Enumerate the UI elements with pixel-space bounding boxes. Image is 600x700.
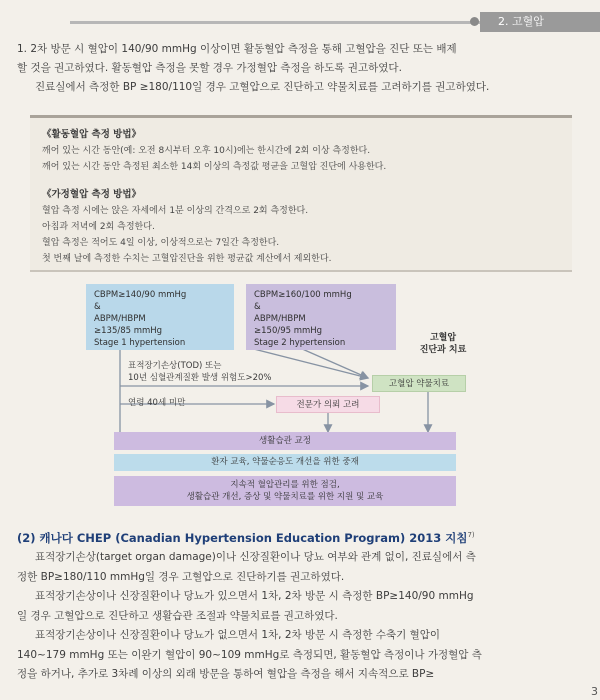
stage2-line: CBPM≥160/100 mmHg [254,290,352,300]
flow-arrow [300,348,368,378]
body-line: 표적장기손상이나 신장질환이나 당뇨가 있으면서 1차, 2차 방문 시 측정한 BP≥140/90 mmHg [35,590,474,602]
stage1-line: ABPM/HBPM [94,314,146,324]
stage1-line: Stage 1 hypertension [94,338,186,348]
lifestyle-bar: 생활습관 교정 [114,432,456,450]
body-line: 일 경우 고혈압으로 진단하고 생활습관 조절과 약물치료를 권고하였다. [17,609,338,622]
abpm-title: 《활동혈압 측정 방법》 [42,129,142,140]
section-tab: 2. 고혈압 [480,12,600,32]
drug-therapy-box: 고혈압 약물치료 [372,375,466,392]
abpm-line: 깨어 있는 시간 동안(예: 오전 8시부터 오후 10시)에는 한시간에 2회 이상 측정한다. [42,146,371,156]
side-label-line: 진단과 치료 [419,345,467,355]
side-label-line: 고혈압 [429,333,457,343]
body-line: 정한 BP≥180/110 mmHg일 경우 고혈압으로 진단하기를 권고하였다. [17,570,345,583]
stage2-line: ≥150/95 mmHg [254,326,323,336]
hbpm-line: 혈압 측정 시에는 앉은 자세에서 1분 이상의 간격으로 2회 측정한다. [42,206,309,216]
body-line: 표적장기손상(target organ damage)이나 신장질환이나 당뇨 여부와 관계 없이, 진료실에서 측 [35,551,476,563]
tod-label-line: 표적장기손상(TOD) 또는 [128,361,222,371]
management-line: 생활습관 개선, 증상 및 약물치료를 위한 지원 및 교육 [186,492,384,502]
education-bar: 환자 교육, 약물순응도 개선을 위한 중재 [114,454,456,471]
stage1-line: & [94,302,101,312]
body-line: 표적장기손상이나 신장질환이나 당뇨가 없으면서 1차, 2차 방문 시 측정한 수축기 혈압이 [35,629,441,641]
section-title-text: (2) 캐나다 CHEP (Canadian Hypertension Education Program) 2013 지침 [17,531,468,545]
hbpm-title: 《가정혈압 측정 방법》 [42,189,142,200]
stage1-line: ≥135/85 mmHg [94,326,163,336]
intro-line: 진료실에서 측정한 BP ≥180/110일 경우 고혈압으로 진단하고 약물치료를 고려하기를 권고하였다. [35,81,490,93]
intro-paragraph [17,40,577,97]
tod-label-line: 10년 심혈관계질환 발생 위험도>20% [128,373,272,383]
age-condition-label: 연령 40세 미만 [128,398,186,408]
stage1-box [86,284,234,350]
abpm-line: 깨어 있는 시간 동안 측정된 최소한 14회 이상의 측정값 평균을 고혈압 진단에 사용한다. [42,162,387,172]
body-line: 정을 하거나, 추가로 3차례 이상의 외래 방문을 통하여 혈압을 측정을 해서 지속적으로 BP≥ [17,668,435,680]
measurement-methods-box [30,115,572,272]
section-title [17,530,475,546]
hbpm-line: 혈압 측정은 적어도 4일 이상, 이상적으로는 7일간 측정한다. [42,238,280,248]
stage2-line: Stage 2 hypertension [254,338,346,348]
header-bullet-icon [470,17,479,26]
stage2-box [246,284,396,350]
footnote-marker: 7) [467,531,475,540]
stage2-line: & [254,302,261,312]
stage2-line: ABPM/HBPM [254,314,306,324]
hbpm-line: 첫 번째 날에 측정한 수치는 고혈압진단을 위한 평균값 계산에서 제외한다. [42,254,332,264]
tod-condition-label [128,360,271,384]
page-number: 3 [591,685,598,698]
management-line: 지속적 혈압관리를 위한 점검, [230,480,340,490]
intro-line: 1. 2차 방문 시 혈압이 140/90 mmHg 이상이면 활동혈압 측정을 통해 고혈압을 진단 또는 배제 [17,43,457,55]
stage1-line: CBPM≥140/90 mmHg [94,290,187,300]
diagnosis-treatment-label [398,332,488,356]
hbpm-line: 아침과 저녁에 2회 측정한다. [42,222,155,232]
specialist-referral-box: 전문가 의뢰 고려 [276,396,380,413]
intro-line: 할 것을 권고하였다. 활동혈압 측정을 못할 경우 가정혈압 측정을 하도록 권고하였다. [17,62,402,74]
body-line: 140~179 mmHg 또는 이완기 혈압이 90~109 mmHg로 측정되면, 활동혈압 측정이나 가정혈압 측 [17,648,482,661]
management-bar [114,476,456,506]
section2-body [17,548,577,685]
